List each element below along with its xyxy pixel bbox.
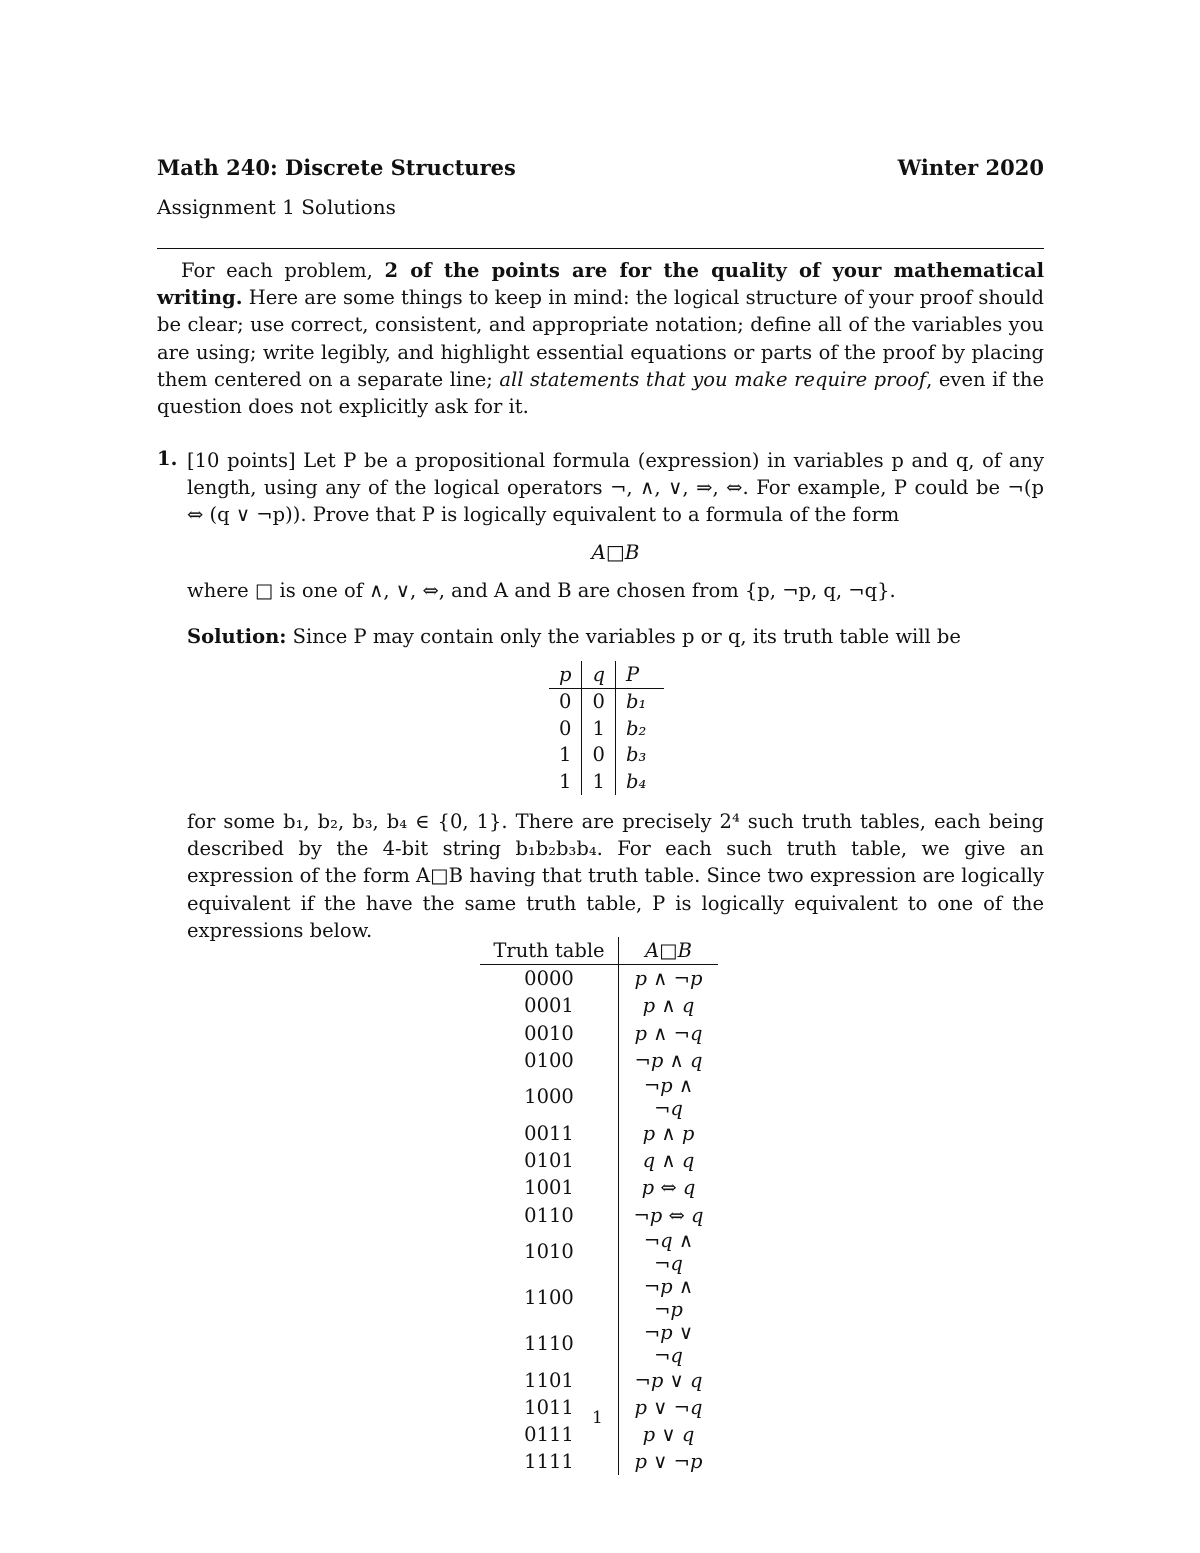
table-cell: 0111 — [480, 1421, 619, 1448]
table-header-row — [549, 661, 664, 688]
table-cell: 1111 — [480, 1448, 619, 1475]
table-row — [480, 1321, 718, 1367]
table-cell: ¬p ⇔ q — [633, 1203, 704, 1227]
table-cell: b₂ — [615, 715, 664, 742]
table-cell: 0 — [582, 688, 615, 715]
table-cell: 1101 — [480, 1367, 619, 1394]
problem-formula: A□B — [591, 540, 640, 564]
page-number: 1 — [592, 1408, 603, 1428]
table-row — [480, 965, 718, 993]
table-cell: b₄ — [615, 768, 664, 795]
solution-after-text: for some b₁, b₂, b₃, b₄ ∈ {0, 1}. There are precisely 2⁴ such truth tables, each being described by the 4-bit string b₁b₂b₃b₄. For each such truth table, we give an expression of the form A□B having that truth table. Since two expression are logically equivalent if the have the same truth table, P is logically equivalent to one of the expressions below. — [187, 810, 1044, 942]
table-cell: b₁ — [615, 688, 664, 715]
table-cell: 1 — [559, 769, 572, 793]
table-cell: 1 — [582, 715, 615, 742]
table-cell: p ∧ ¬p — [634, 967, 703, 991]
table-cell: 0001 — [480, 992, 619, 1019]
table-row — [480, 1229, 718, 1275]
table-cell: ¬p ∧ ¬q — [643, 1073, 694, 1120]
table-cell: ¬p ∨ ¬q — [643, 1320, 694, 1367]
table-row — [480, 1367, 718, 1394]
table-row — [480, 1020, 718, 1047]
intro-paragraph — [157, 257, 1044, 420]
table-cell: ¬p ∧ ¬p — [643, 1274, 694, 1321]
assignment-subtitle: Assignment 1 Solutions — [157, 195, 396, 219]
table-row — [480, 1174, 718, 1201]
table-row — [480, 1275, 718, 1321]
table-cell: ¬p ∧ q — [634, 1048, 703, 1072]
table-row — [480, 1120, 718, 1147]
table-cell: p ∧ q — [642, 994, 695, 1018]
table-header-cell: Truth table — [480, 937, 619, 965]
intro-tail: , even if the question does not explicitly ask for it. — [157, 367, 1045, 419]
problem-number: 1. — [157, 447, 178, 470]
truth-table-pq — [549, 661, 664, 795]
table-cell: 1000 — [480, 1074, 619, 1120]
table-header-cell: A□B — [619, 937, 719, 965]
expressions-table — [480, 937, 718, 1475]
table-cell: q ∧ q — [642, 1149, 695, 1173]
table-cell: 0100 — [480, 1047, 619, 1074]
header-rule — [157, 248, 1044, 249]
problem-where: where □ is one of ∧, ∨, ⇔, and A and B are chosen from {p, ¬p, q, ¬q}. — [187, 579, 896, 602]
table-header-cell: P — [615, 661, 664, 688]
table-cell: 0110 — [480, 1202, 619, 1229]
term-label: Winter 2020 — [897, 155, 1044, 180]
table-cell: 0000 — [480, 965, 619, 993]
table-row — [480, 1147, 718, 1174]
table-cell: p ∧ p — [642, 1122, 695, 1146]
table-cell: 1011 — [480, 1394, 619, 1421]
table-row — [549, 715, 664, 742]
table-cell: p ∨ q — [642, 1423, 695, 1447]
table-row — [549, 742, 664, 769]
table-row — [480, 1047, 718, 1074]
table-row — [480, 1448, 718, 1475]
table-cell: 1110 — [480, 1321, 619, 1367]
table-header-row — [480, 937, 718, 965]
table-cell: 0 — [559, 716, 572, 740]
solution-intro — [187, 623, 1044, 650]
table-cell: 1 — [582, 768, 615, 795]
table-cell: 0 — [582, 742, 615, 769]
table-cell: 1100 — [480, 1275, 619, 1321]
table-row — [480, 1074, 718, 1120]
table-cell: 0101 — [480, 1147, 619, 1174]
table-cell: 1010 — [480, 1229, 619, 1275]
solution-label: Solution: — [187, 625, 287, 648]
course-title: Math 240: Discrete Structures — [157, 155, 516, 180]
intro-italic: all statements that you make require proof — [499, 367, 927, 391]
table-header-cell: q — [582, 661, 615, 688]
table-cell: b₃ — [615, 742, 664, 769]
table-row — [480, 992, 718, 1019]
table-cell: 0011 — [480, 1120, 619, 1147]
table-cell: p ∧ ¬q — [634, 1021, 703, 1045]
table-cell: ¬p ∨ q — [634, 1368, 703, 1392]
table-cell: ¬q ∧ ¬q — [643, 1228, 694, 1275]
table-row — [549, 688, 664, 715]
table-cell: p ∨ ¬p — [634, 1450, 703, 1474]
table-cell: p ∨ ¬q — [634, 1395, 703, 1419]
table-cell: 1 — [559, 743, 572, 767]
table-row — [549, 768, 664, 795]
intro-bold: 2 of the points are for the quality of your mathematical writing. — [157, 259, 1044, 310]
intro-text: Here are some things to keep in mind: the logical structure of your proof should be clear; use correct, consistent, and appropriate notation; define all of the variables you are using; write legibly, and highlight essential equations or parts of the proof by placing them centered on a separate line; — [157, 286, 1044, 391]
table-row — [480, 1202, 718, 1229]
intro-lead: For each problem, — [181, 259, 385, 282]
table-cell: p ⇔ q — [641, 1176, 696, 1200]
table-cell: 0010 — [480, 1020, 619, 1047]
table-header-cell: p — [549, 661, 582, 688]
solution-text: Since P may contain only the variables p or q, its truth table will be — [286, 625, 961, 648]
table-cell: 0 — [559, 690, 572, 714]
problem-text: [10 points] Let P be a propositional formula (expression) in variables p and q, of any length, using any of the logical operators ¬, ∧, ∨, ⇒, ⇔. For example, P could be ¬(p ⇔ (q ∨ ¬p)). Prove that P is logically equivalent to a formula of the form — [187, 449, 1044, 527]
table-cell: 1001 — [480, 1174, 619, 1201]
